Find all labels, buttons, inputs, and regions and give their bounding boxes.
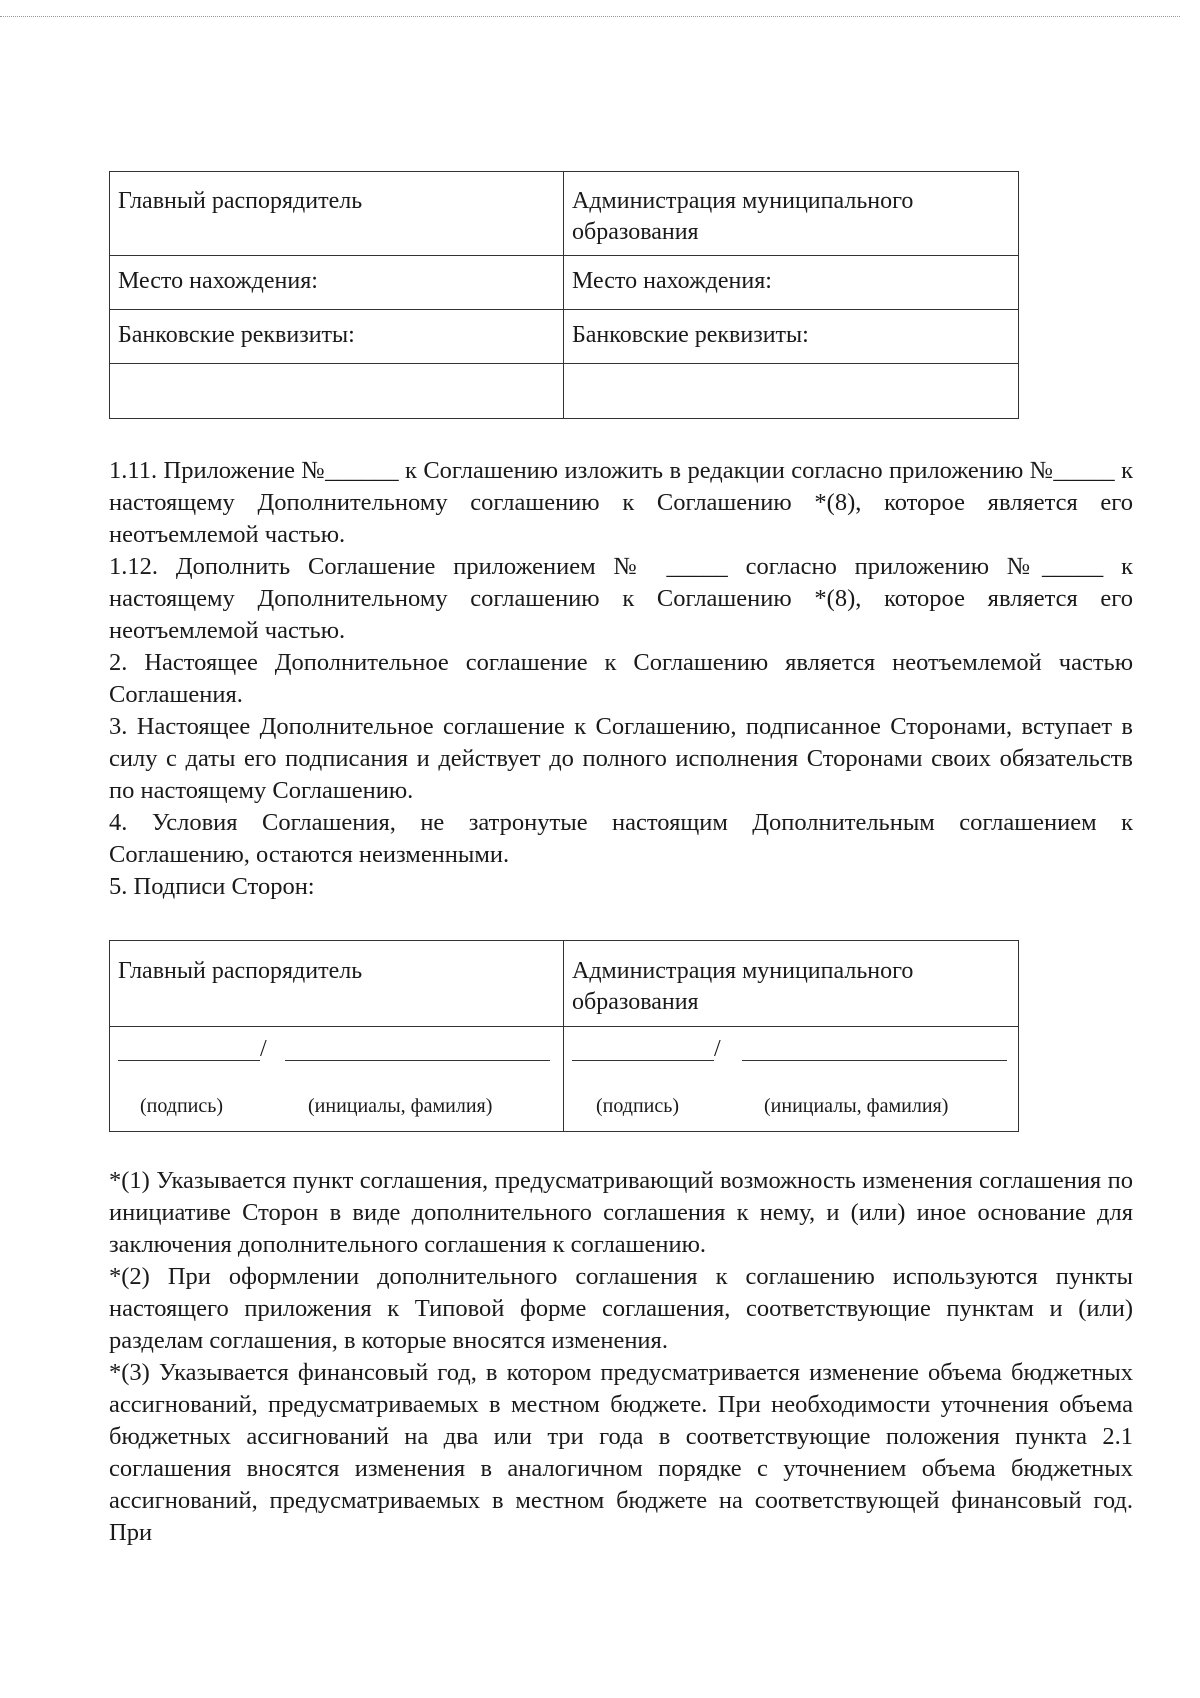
cell-chief-administrator: Главный распорядитель	[110, 172, 564, 256]
table-row	[110, 256, 1019, 310]
signature-left-cell	[110, 1027, 564, 1132]
table-row	[110, 941, 1019, 1027]
signature-caption: (подпись)	[140, 1095, 224, 1117]
table-row	[110, 1027, 1019, 1132]
table-row	[110, 364, 1019, 419]
scan-edge-dots	[0, 16, 1180, 17]
signature-right-title: Администрация муниципального образования	[564, 941, 1019, 1027]
cell-municipal-administration: Администрация муниципального образования	[564, 172, 1019, 256]
footnote-2: *(2) При оформлении дополнительного соглашения к соглашению используются пункты настоящего приложения к Типовой форме соглашения, соответствующие пунктам и (или) разделам соглашения, в которые вносятся изменения.	[109, 1263, 1133, 1354]
signature-line	[572, 1060, 714, 1061]
cell-bank-details-right: Банковские реквизиты:	[564, 310, 1019, 364]
clause-5: 5. Подписи Сторон:	[109, 873, 315, 900]
table-row	[110, 172, 1019, 256]
clause-2: 2. Настоящее Дополнительное соглашение к Соглашению является неотъемлемой частью Соглашения.	[109, 649, 1133, 708]
table-row	[110, 310, 1019, 364]
signatures-table	[109, 940, 1019, 1132]
name-caption: (инициалы, фамилия)	[308, 1095, 493, 1117]
clause-1-12: 1.12. Дополнить Соглашение приложением № _____ согласно приложению №_____ к настоящему Дополнительному соглашению к Соглашению *(8), которое является его неотъемлемой частью.	[109, 553, 1133, 644]
footnotes	[109, 1165, 1133, 1549]
signature-slash: /	[714, 1036, 721, 1062]
name-line	[285, 1060, 550, 1061]
signature-left-title: Главный распорядитель	[110, 941, 564, 1027]
clause-1-11: 1.11. Приложение №______ к Соглашению изложить в редакции согласно приложению №_____ к настоящему Дополнительному соглашению к Соглашению *(8), которое является его неотъемлемой частью.	[109, 457, 1133, 548]
footnote-3: *(3) Указывается финансовый год, в котором предусматривается изменение объема бюджетных ассигнований, предусматриваемых в местном бюджете. При необходимости уточнения объема бюджетных ассигнований на два или три года в соответствующие положения пункта 2.1 соглашения вносятся изменения в аналогичном порядке с уточнением объема бюджетных ассигнований, предусматриваемых в местном бюджете на соответствующей финансовый год. При	[109, 1359, 1133, 1546]
footnote-1: *(1) Указывается пункт соглашения, предусматривающий возможность изменения соглашения по инициативе Сторон в виде дополнительного соглашения к нему, и (или) иное основание для заключения дополнительного соглашения к соглашению.	[109, 1167, 1133, 1258]
signature-line	[118, 1060, 260, 1061]
cell-empty-left	[110, 364, 564, 419]
agreement-clauses	[109, 455, 1133, 903]
signature-right-cell	[564, 1027, 1019, 1132]
clause-3: 3. Настоящее Дополнительное соглашение к Соглашению, подписанное Сторонами, вступает в силу с даты его подписания и действует до полного исполнения Сторонами своих обязательств по настоящему Соглашению.	[109, 713, 1133, 804]
cell-empty-right	[564, 364, 1019, 419]
clause-4: 4. Условия Соглашения, не затронутые настоящим Дополнительным соглашением к Соглашению, остаются неизменными.	[109, 809, 1133, 868]
parties-details-table	[109, 171, 1019, 419]
cell-location-right: Место нахождения:	[564, 256, 1019, 310]
signature-caption: (подпись)	[596, 1095, 680, 1117]
name-line	[742, 1060, 1007, 1061]
cell-bank-details-left: Банковские реквизиты:	[110, 310, 564, 364]
name-caption: (инициалы, фамилия)	[764, 1095, 949, 1117]
cell-location-left: Место нахождения:	[110, 256, 564, 310]
signature-slash: /	[260, 1036, 267, 1062]
